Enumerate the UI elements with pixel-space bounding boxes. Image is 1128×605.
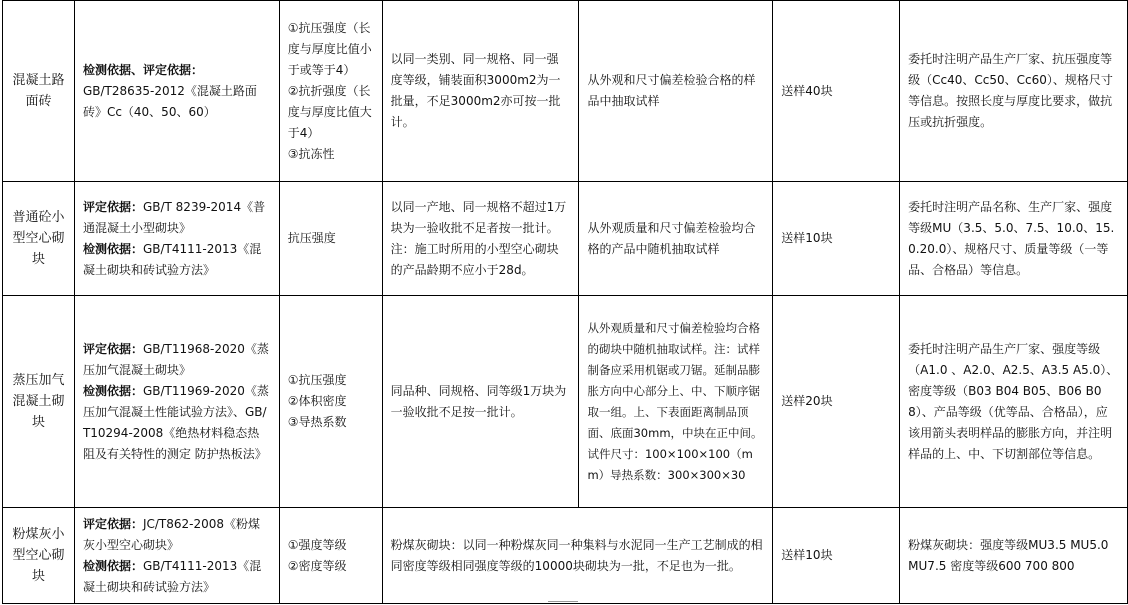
table-row bbox=[3, 508, 1128, 604]
sampling-extra: 试件尺寸：100×100×100（mm）导热系数：300×300×30 bbox=[587, 446, 753, 482]
basis-label: 评定依据： bbox=[82, 516, 143, 531]
sampling-method: 从外观和尺寸偏差检验合格的样品中抽取试样 bbox=[579, 1, 773, 182]
basis-label: 检测依据： bbox=[82, 558, 143, 573]
batch-rule: 以同一产地、同一规格不超过1万块为一验收批不足者按一批计。注：施工时所用的小型空心砌块的产品龄期不应小于28d。 bbox=[382, 182, 579, 296]
page-divider bbox=[548, 601, 578, 605]
table-row bbox=[3, 1, 1128, 182]
test-item: ③导热系数 bbox=[287, 415, 347, 429]
commission-notes: 委托时注明产品名称、生产厂家、强度等级MU（3.5、5.0、7.5、10.0、15.0.20.0）、规格尺寸、质量等级（一等品、合格品）等信息。 bbox=[900, 182, 1128, 296]
commission-notes: 粉煤灰砌块：强度等级MU3.5 MU5.0 MU7.5 密度等级600 700 800 bbox=[900, 508, 1128, 604]
sampling-method: 从外观质量和尺寸偏差检验均合格的产品中随机抽取试样 bbox=[579, 182, 773, 296]
product-name: 蒸压加气混凝土砌块 bbox=[3, 296, 75, 508]
batch-rule: 粉煤灰砌块：以同一种粉煤灰同一种集料与水泥同一生产工艺制成的相同密度等级相同强度等级的10000块砌块为一批，不足也为一批。 bbox=[382, 508, 773, 604]
basis-label: 评定依据： bbox=[82, 341, 143, 356]
test-item: ③抗冻性 bbox=[287, 146, 335, 161]
basis-text: GB/T 8239-2014《普通混凝土小型砌块》 bbox=[82, 199, 266, 235]
sampling-text: 从外观质量和尺寸偏差检验均合格的砌块中随机抽取试样。注：试样制备应采用机锯或刀锯。延制品膨胀方向中心部分上、中、下顺序锯取一组。上、下表面距离制品顶面、底面30mm，中块在正中间。 bbox=[587, 320, 763, 440]
basis-text: GB/T11969-2020《蒸压加气混凝土性能试验方法》、GB/T10294-2008《绝热材料稳态热阻及有关特性的测定 防护热板法》 bbox=[82, 383, 269, 461]
sample-quantity: 送样10块 bbox=[773, 508, 900, 604]
table-row bbox=[3, 296, 1128, 508]
commission-notes: 委托时注明产品生产厂家、强度等级（A1.0 、A2.0、A2.5、A3.5 A5.0）、密度等级（B03 B04 B05、B06 B08）、产品等级（优等品、合格品），应该用箭头表明样品的膨胀方向，并注明样品的上、中、下切割部位等信息。 bbox=[900, 296, 1128, 508]
product-name: 普通砼小型空心砌块 bbox=[3, 182, 75, 296]
batch-rule: 以同一类别、同一规格、同一强度等级，铺装面积3000m2为一批量，不足3000m2亦可按一批计。 bbox=[382, 1, 579, 182]
basis-label: 检测依据： bbox=[82, 241, 143, 256]
standard-basis bbox=[74, 182, 279, 296]
test-item: ①强度等级 bbox=[287, 537, 347, 552]
basis-text: GB/T11968-2020《蒸压加气混凝土砌块》 bbox=[82, 341, 269, 377]
basis-label: 评定依据： bbox=[82, 199, 143, 214]
basis-label: 检测依据、评定依据： bbox=[82, 62, 203, 77]
product-name: 粉煤灰小型空心砌块 bbox=[3, 508, 75, 604]
standards-table bbox=[2, 0, 1128, 604]
test-items bbox=[279, 296, 382, 508]
test-items bbox=[279, 182, 382, 296]
test-item: ②密度等级 bbox=[287, 558, 347, 573]
test-items bbox=[279, 508, 382, 604]
product-name: 混凝土路面砖 bbox=[3, 1, 75, 182]
test-items bbox=[279, 1, 382, 182]
standard-basis bbox=[74, 1, 279, 182]
table-row bbox=[3, 182, 1128, 296]
basis-text: GB/T28635-2012《混凝土路面砖》Cc（40、50、60） bbox=[82, 83, 257, 119]
test-item: ②体积密度 bbox=[287, 394, 347, 408]
basis-text: GB/T4111-2013《混凝土砌块和砖试验方法》 bbox=[82, 558, 262, 594]
commission-notes: 委托时注明产品生产厂家、抗压强度等级（Cc40、Cc50、Cc60）、规格尺寸等信息。按照长度与厚度比要求，做抗压或抗折强度。 bbox=[900, 1, 1128, 182]
sample-quantity: 送样40块 bbox=[773, 1, 900, 182]
standard-basis bbox=[74, 296, 279, 508]
batch-rule: 同品种、同规格、同等级1万块为一验收批不足按一批计。 bbox=[382, 296, 579, 508]
test-item: ①抗压强度 bbox=[287, 373, 347, 387]
test-item: ①抗压强度（长度与厚度比值小于或等于4） bbox=[287, 20, 372, 77]
sample-quantity: 送样20块 bbox=[773, 296, 900, 508]
test-item: ②抗折强度（长度与厚度比值大于4） bbox=[287, 83, 372, 140]
sampling-method bbox=[579, 296, 773, 508]
basis-text: JC/T862-2008《粉煤灰小型空心砌块》 bbox=[82, 516, 261, 552]
test-item: 抗压强度 bbox=[287, 231, 336, 245]
basis-label: 检测依据： bbox=[82, 383, 143, 398]
standard-basis bbox=[74, 508, 279, 604]
basis-text: GB/T4111-2013《混凝土砌块和砖试验方法》 bbox=[82, 241, 262, 277]
sample-quantity: 送样10块 bbox=[773, 182, 900, 296]
